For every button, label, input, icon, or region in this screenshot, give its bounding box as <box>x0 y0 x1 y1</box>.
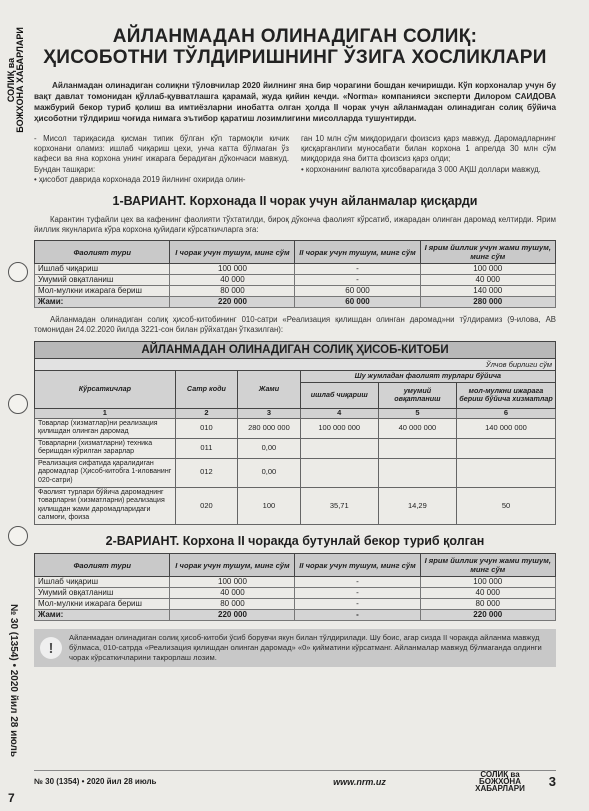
note-text: Айланмадан олинадиган солиқ ҳисоб-китоби ўсиб борувчи якун билан тўлдирилади. Шу боис, агар сизда II чоракда айланма мавжуд бўлмаса, 010-сатрда «Реализация қилишдан олинган даромад» «0» қийматини кўрсатманг. Айланмалар мавжуд бўлмаганда олдинги чорак кўрсаткичларини такрорлаш лозим. <box>69 633 542 663</box>
table-row: Товарларни (хизматларни) техника беришдан кўрилган зарарлар 011 0,00 <box>35 438 556 458</box>
table-row: Товарлар (хизматлар)ни реализация қилишдан олинган даромад 010 280 000 000 100 000 000 40 000 000 140 000 000 <box>35 418 556 438</box>
variant1-heading: 1-ВАРИАНТ. Корхонада II чорак учун айланмалар қисқарди <box>112 194 478 209</box>
vertical-issue-text: № 30 (1354) • 2020 йил 28 июль <box>8 603 20 757</box>
table-row: Реализация сифатида қаралидиган даромадлар (Ҳисоб-китобга 1-илованинг 020-сатри) 012 0,00 <box>35 458 556 487</box>
vertical-issue <box>2 560 26 800</box>
table-row: Фаолият турлари бўйича даромаднинг товарларни (хизматларни) реализация қилишдан жами даромадларидаги салмоғи, фоиза 020 100 35,71 14,29 50 <box>35 487 556 524</box>
table-total-row: Жами: 220 000 60 000 280 000 <box>35 297 556 308</box>
warning-note <box>34 629 556 667</box>
calc-column-numbers: 1 2 3 4 5 6 <box>35 408 556 418</box>
table-total-row: Жами: 220 000 - 220 000 <box>35 610 556 621</box>
table-row: Мол-мулкни ижарага бериш 80 000 - 80 000 <box>35 599 556 610</box>
vertical-logo-text: СОЛИҚ ва БОЖХОНА ХАБАРЛАРИ <box>6 27 26 133</box>
binder-hole <box>8 262 28 282</box>
calc-subheader-row: ишлаб чиқариш умумий овқатланиш мол-мулкни ижарага бериш бўйича хизматлар <box>35 382 556 408</box>
binder-hole <box>8 526 28 546</box>
two-column-text <box>34 134 556 185</box>
binder-hole <box>8 394 28 414</box>
article <box>34 26 556 667</box>
calc-unit: Ўлчов бирлиги сўм <box>34 359 556 370</box>
column-left: - Мисол тариқасида қисман типик бўлган кўп тармоқли кичик корхонани оламиз: ишлаб чиқариш цехи, унча катта бўлмаган ўз кафеси ва яна корхона унинг ижарага берадиган дўкончаси мавжуд. Бундан ташқари: • ҳисобот даврида корхонада 2019 йилнинг охирида олин- <box>34 134 289 184</box>
vertical-logo <box>3 27 29 133</box>
calc-header-row: Кўрсаткичлар Сатр коди Жами Шу жумладан фаолият турлари бўйича <box>35 371 556 383</box>
variant1-table <box>34 240 556 308</box>
footer-issue: № 30 (1354) • 2020 йил 28 июль <box>34 777 157 786</box>
left-margin <box>0 0 30 811</box>
table-row: Ишлаб чиқариш 100 000 - 100 000 <box>35 264 556 275</box>
table-row: Умумий овқатланиш 40 000 - 40 000 <box>35 275 556 286</box>
variant2-heading: 2-ВАРИАНТ. Корхона II чоракда бутунлай бекор туриб қолган <box>105 534 485 549</box>
footer-site: www.nrm.uz <box>333 776 386 787</box>
calc-table <box>34 370 556 525</box>
calc-title: АЙЛАНМАДАН ОЛИНАДИГАН СОЛИҚ ҲИСОБ-КИТОБИ <box>34 341 556 359</box>
table-header-row: Фаолият тури I чорак учун тушум, минг сўм II чорак учун тушум, минг сўм I ярим йиллик учун жами тушум, минг сўм <box>35 554 556 577</box>
side-page-number: 7 <box>8 791 15 805</box>
column-right: ган 10 млн сўм миқдоридаги фоизсиз қарз мавжуд. Даромадларнинг қисқарганлиги муносабати билан корхона 1 апрелда 30 млн сўм миқдорида яна битта фоизсиз қарз олди; • корхонанинг валюта ҳисобварагида 3 000 АҚШ доллари мавжуд. <box>301 134 556 174</box>
table-row: Ишлаб чиқариш 100 000 - 100 000 <box>35 577 556 588</box>
variant1-intro: Карантин туфайли цех ва кафенинг фаолияти тўхтатилди, бироқ дўконча фаолият кўрсатиб, ижарадан олинган даромад келтирди. Ярим йиллик якунларига кўра корхона қуйидаги кўрсаткичларга эга: <box>34 215 556 235</box>
exclamation-icon: ! <box>40 637 62 659</box>
footer-brand-logo: СОЛИҚ ва БОЖХОНА ХАБАРЛАРИ <box>475 770 525 793</box>
variant2-table <box>34 553 556 621</box>
page-footer <box>34 770 556 793</box>
table-row: Умумий овқатланиш 40 000 - 40 000 <box>35 588 556 599</box>
variant1-after: Айланмадан олинадиган солиқ ҳисоб-китобининг 010-сатри «Реализация қилишдан олинган даромад»ни тўлдирамиз (9-илова, АВ томонидан 24.02.2020 йилда 3221-сон билан рўйхатдан ўтказилган): <box>34 315 556 335</box>
article-title: АЙЛАНМАДАН ОЛИНАДИГАН СОЛИҚ: ҲИСОБОТНИ ТЎЛДИРИШНИНГ ЎЗИГА ХОСЛИКЛАРИ <box>43 26 547 68</box>
article-lead: Айланмадан олинадиган солиқни тўловчилар 2020 йилнинг яна бир чорагини бошдан кечиришди. Кўп корхоналар учун бу вақт давлат томонидан қўллаб-қувватлашга қарамай, жуда қийин кечди. «Norma» компанияси эксперти Дилором САИДОВА мажбурий бекор туриб қолиш ва имтиёзларни инобатта олган ҳолда II чорак учун айланмадан олинадиган солиқ бўйича ҳисоботни тўлдириш чоғида нимага эътибор қаратиш лозимлигини мисолларда тушунтирди. <box>34 81 556 123</box>
footer-page-number: 3 <box>548 774 556 789</box>
table-row: Мол-мулкни ижарага бериш 80 000 60 000 140 000 <box>35 286 556 297</box>
table-header-row: Фаолият тури I чорак учун тушум, минг сўм II чорак учун тушум, минг сўм I ярим йиллик учун жами тушум, минг сўм <box>35 241 556 264</box>
